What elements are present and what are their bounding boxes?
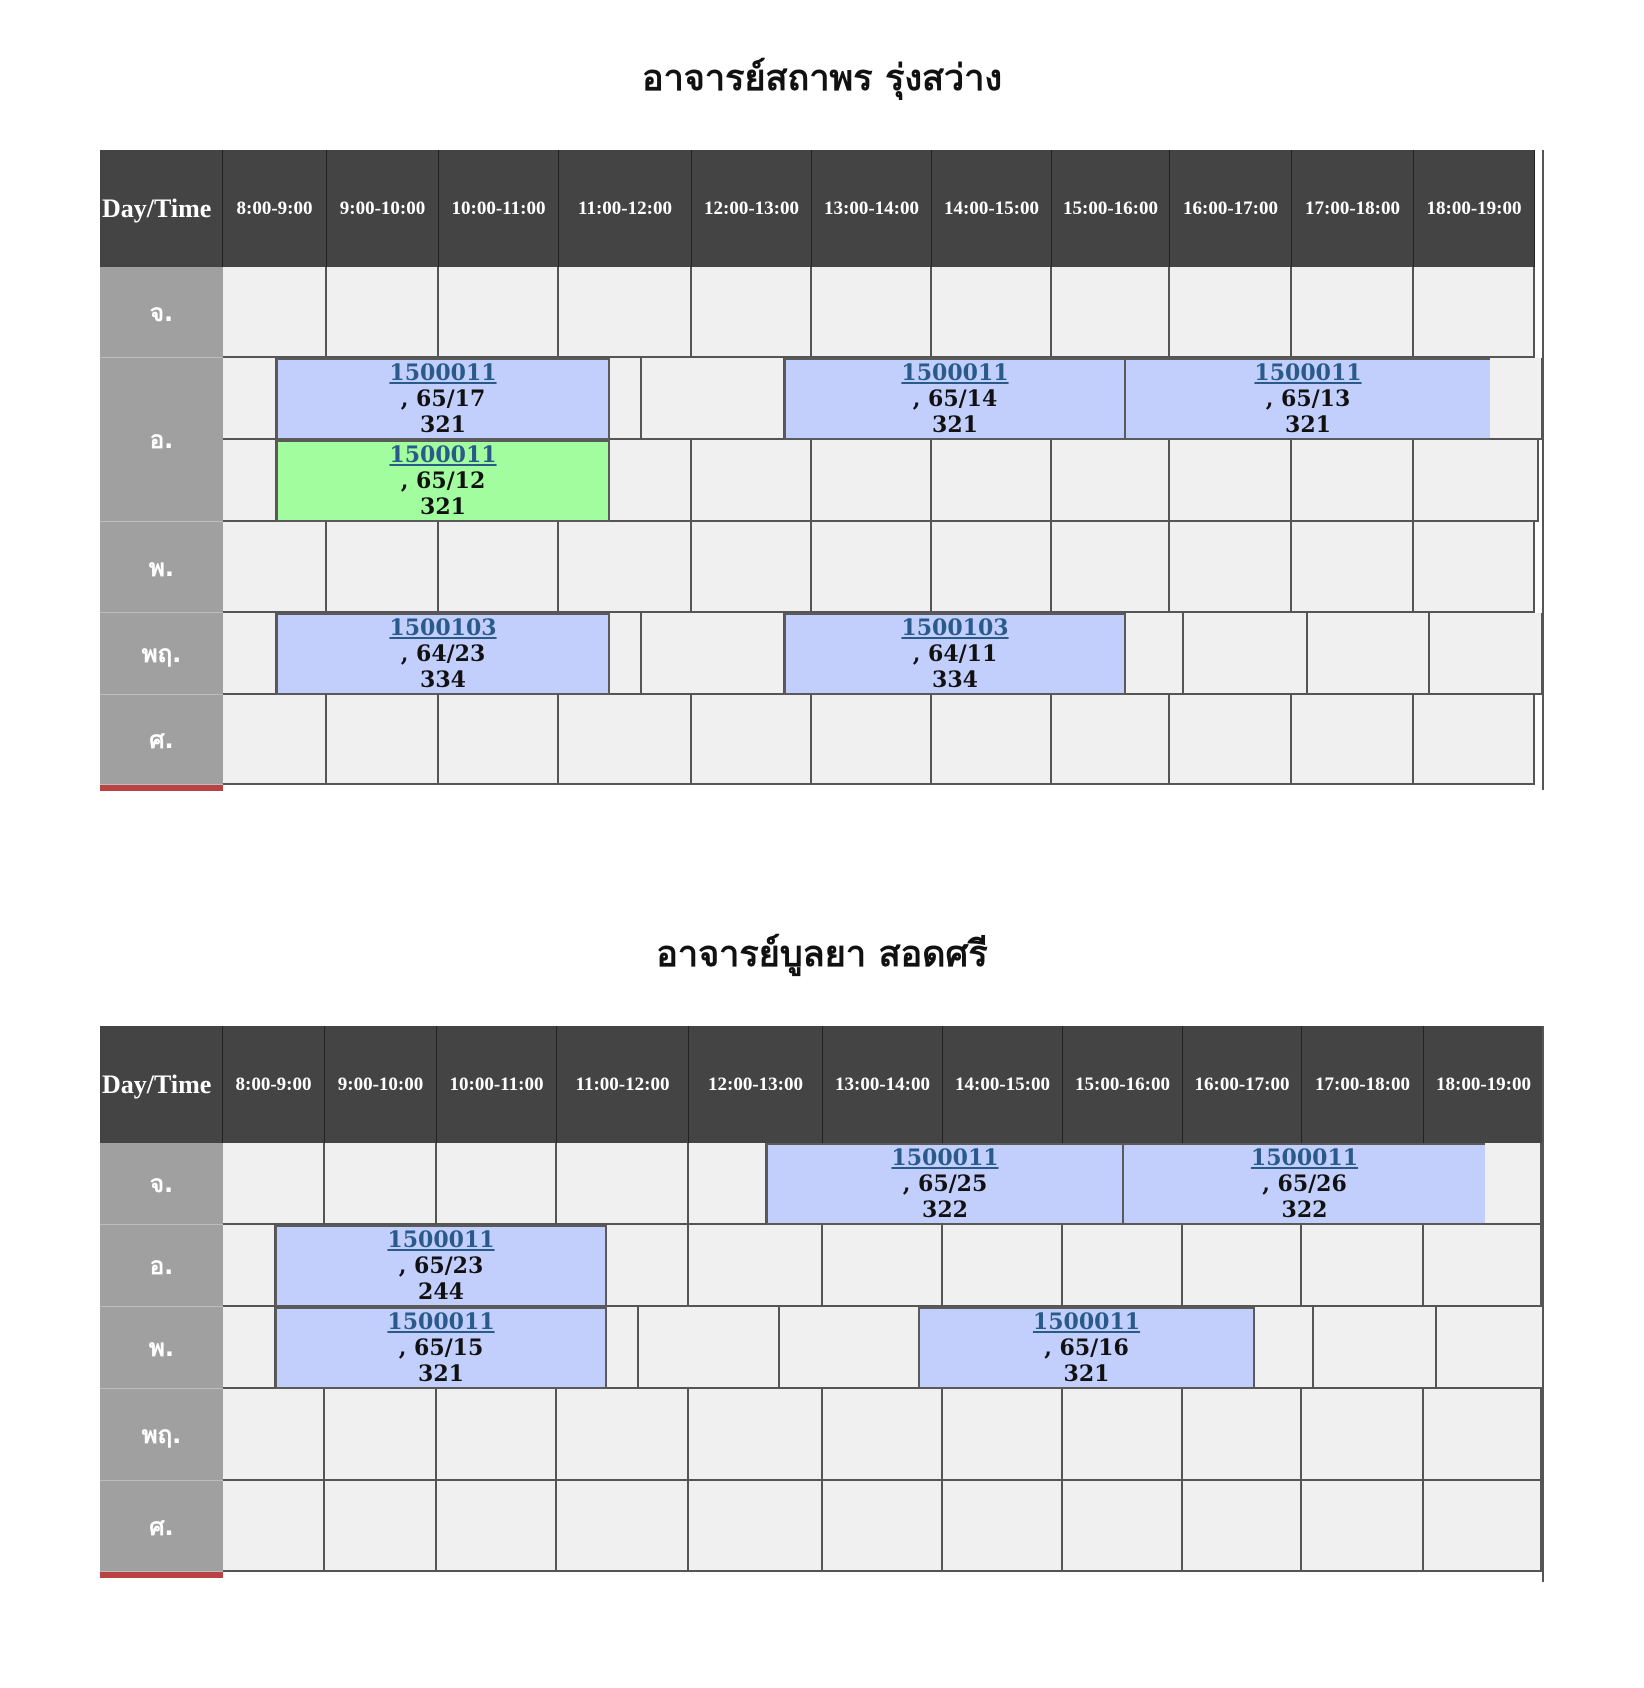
class-block[interactable] — [275, 1307, 607, 1389]
empty-slot — [223, 358, 277, 440]
empty-slot — [1490, 358, 1543, 440]
table-right-edge — [1542, 150, 1544, 790]
header-slot: 17:00-18:00 — [1302, 1026, 1424, 1143]
class-group: , 65/14 — [912, 386, 998, 412]
empty-slot — [932, 440, 1052, 522]
header-slot: 16:00-17:00 — [1183, 1026, 1302, 1143]
schedule-table — [100, 150, 1544, 790]
header-slot: 13:00-14:00 — [823, 1026, 943, 1143]
empty-slot — [557, 1143, 689, 1225]
header-slot: 11:00-12:00 — [559, 150, 692, 267]
empty-slot — [223, 613, 277, 695]
day-label: พ. — [100, 1307, 223, 1389]
class-room: 334 — [420, 667, 466, 693]
empty-slot — [610, 613, 642, 695]
empty-slot — [823, 1225, 943, 1307]
header-slot: 9:00-10:00 — [327, 150, 439, 267]
empty-slot — [223, 267, 327, 358]
empty-slot — [1126, 613, 1184, 695]
empty-slot — [692, 267, 812, 358]
empty-slot — [1292, 695, 1414, 785]
empty-slot — [1414, 440, 1539, 522]
class-block[interactable] — [276, 613, 610, 695]
course-code-link[interactable]: 1500011 — [387, 1227, 495, 1253]
class-block[interactable] — [784, 358, 1126, 440]
class-block[interactable] — [766, 1143, 1124, 1225]
next-row-edge — [100, 785, 223, 791]
empty-slot — [557, 1389, 689, 1481]
empty-slot — [327, 695, 439, 785]
empty-slot — [780, 1307, 920, 1389]
empty-slot — [812, 267, 932, 358]
empty-slot — [557, 1481, 689, 1572]
empty-slot — [439, 695, 559, 785]
empty-slot — [1183, 1481, 1302, 1572]
day-label: ศ. — [100, 1481, 223, 1572]
empty-slot — [610, 440, 692, 522]
course-code-link[interactable]: 1500011 — [1254, 360, 1362, 386]
next-row-edge — [100, 1572, 223, 1578]
empty-slot — [437, 1389, 557, 1481]
class-room: 321 — [418, 1361, 464, 1387]
empty-slot — [559, 695, 692, 785]
course-code-link[interactable]: 1500011 — [901, 360, 1009, 386]
class-group: , 65/26 — [1262, 1171, 1347, 1197]
empty-slot — [639, 1307, 780, 1389]
empty-slot — [325, 1481, 437, 1572]
empty-slot — [1183, 1389, 1302, 1481]
class-group: , 65/23 — [398, 1253, 484, 1279]
day-label: จ. — [100, 267, 223, 358]
empty-slot — [223, 1307, 276, 1389]
class-block[interactable] — [784, 613, 1126, 695]
empty-slot — [1170, 440, 1292, 522]
course-code-link[interactable]: 1500011 — [387, 1309, 495, 1335]
class-group: , 64/23 — [400, 641, 486, 667]
class-room: 322 — [922, 1197, 968, 1223]
header-slot: 10:00-11:00 — [439, 150, 559, 267]
empty-slot — [607, 1307, 639, 1389]
day-label: อ. — [100, 1225, 223, 1307]
class-group: , 64/11 — [912, 641, 998, 667]
empty-slot — [1414, 695, 1535, 785]
empty-slot — [1414, 522, 1535, 613]
header-slot: 8:00-9:00 — [223, 150, 327, 267]
class-room: 244 — [418, 1279, 464, 1305]
empty-slot — [689, 1481, 823, 1572]
header-slot: 14:00-15:00 — [943, 1026, 1063, 1143]
empty-slot — [1292, 267, 1414, 358]
schedule-table — [100, 1026, 1544, 1582]
empty-slot — [1302, 1481, 1424, 1572]
header-slot: 11:00-12:00 — [557, 1026, 689, 1143]
empty-slot — [823, 1389, 943, 1481]
empty-slot — [1170, 267, 1292, 358]
empty-slot — [1292, 440, 1414, 522]
empty-slot — [610, 358, 642, 440]
header-slot: 15:00-16:00 — [1063, 1026, 1183, 1143]
empty-slot — [1170, 695, 1292, 785]
empty-slot — [1063, 1481, 1183, 1572]
day-label: พฤ. — [100, 1389, 223, 1481]
class-room: 321 — [1063, 1361, 1110, 1387]
header-slot: 15:00-16:00 — [1052, 150, 1170, 267]
course-code-link[interactable]: 1500011 — [1250, 1145, 1359, 1171]
class-block[interactable] — [276, 358, 610, 440]
empty-slot — [932, 267, 1052, 358]
day-label: ศ. — [100, 695, 223, 785]
empty-slot — [223, 1389, 325, 1481]
empty-slot — [1255, 1307, 1314, 1389]
header-slot: 18:00-19:00 — [1424, 1026, 1544, 1143]
class-room: 321 — [420, 494, 466, 520]
class-room: 322 — [1281, 1197, 1328, 1223]
day-label: พ. — [100, 522, 223, 613]
empty-slot — [223, 695, 327, 785]
class-room: 321 — [420, 412, 466, 438]
empty-slot — [1052, 440, 1170, 522]
empty-slot — [223, 1143, 325, 1225]
class-room: 334 — [932, 667, 978, 693]
empty-slot — [932, 695, 1052, 785]
empty-slot — [1052, 695, 1170, 785]
course-code-link[interactable]: 1500011 — [891, 1145, 999, 1171]
class-group: , 65/17 — [400, 386, 486, 412]
header-slot: 8:00-9:00 — [223, 1026, 325, 1143]
empty-slot — [692, 522, 812, 613]
header-slot: 17:00-18:00 — [1292, 150, 1414, 267]
class-block[interactable] — [276, 440, 610, 522]
class-block[interactable] — [1122, 1143, 1487, 1225]
empty-slot — [437, 1143, 557, 1225]
empty-slot — [1170, 522, 1292, 613]
empty-slot — [642, 358, 785, 440]
teacher-title: อาจารย์บูลยา สอดศรี — [656, 934, 988, 975]
empty-slot — [642, 613, 785, 695]
class-group: , 65/12 — [400, 468, 486, 494]
empty-slot — [439, 522, 559, 613]
class-group: , 65/16 — [1044, 1335, 1129, 1361]
class-room: 321 — [1285, 412, 1331, 438]
empty-slot — [1063, 1225, 1183, 1307]
header-slot: 9:00-10:00 — [325, 1026, 437, 1143]
empty-slot — [1424, 1225, 1542, 1307]
empty-slot — [439, 267, 559, 358]
course-code-link[interactable]: 1500103 — [901, 615, 1009, 641]
empty-slot — [943, 1481, 1063, 1572]
empty-slot — [1430, 613, 1543, 695]
day-label: พฤ. — [100, 613, 223, 695]
table-right-edge — [1542, 1026, 1544, 1582]
empty-slot — [943, 1225, 1063, 1307]
empty-slot — [327, 267, 439, 358]
empty-slot — [943, 1389, 1063, 1481]
empty-slot — [1485, 1143, 1542, 1225]
empty-slot — [607, 1225, 689, 1307]
empty-slot — [559, 267, 692, 358]
empty-slot — [689, 1143, 767, 1225]
empty-slot — [1183, 1225, 1302, 1307]
class-group: , 65/15 — [398, 1335, 484, 1361]
empty-slot — [1292, 522, 1414, 613]
course-code-link[interactable]: 1500103 — [389, 615, 497, 641]
empty-slot — [437, 1481, 557, 1572]
empty-slot — [1302, 1225, 1424, 1307]
course-code-link[interactable]: 1500011 — [389, 442, 497, 468]
empty-slot — [1302, 1389, 1424, 1481]
empty-slot — [1063, 1389, 1183, 1481]
empty-slot — [689, 1225, 823, 1307]
header-slot: 14:00-15:00 — [932, 150, 1052, 267]
header-slot: 12:00-13:00 — [689, 1026, 823, 1143]
header-slot: 18:00-19:00 — [1414, 150, 1535, 267]
course-code-link[interactable]: 1500011 — [389, 360, 497, 386]
empty-slot — [812, 522, 932, 613]
class-block[interactable] — [918, 1307, 1255, 1389]
course-code-link[interactable]: 1500011 — [1032, 1309, 1141, 1335]
empty-slot — [812, 695, 932, 785]
empty-slot — [1314, 1307, 1437, 1389]
day-label: อ. — [100, 358, 223, 522]
empty-slot — [932, 522, 1052, 613]
empty-slot — [692, 440, 812, 522]
header-day-time: Day/Time — [100, 150, 223, 267]
empty-slot — [1184, 613, 1308, 695]
empty-slot — [325, 1143, 437, 1225]
class-room: 321 — [932, 412, 978, 438]
empty-slot — [223, 522, 327, 613]
empty-slot — [812, 440, 932, 522]
teacher-title: อาจารย์สถาพร รุ่งสว่าง — [641, 58, 1003, 99]
empty-slot — [692, 695, 812, 785]
empty-slot — [325, 1389, 437, 1481]
empty-slot — [689, 1389, 823, 1481]
header-slot: 16:00-17:00 — [1170, 150, 1292, 267]
header-day-time: Day/Time — [100, 1026, 223, 1143]
empty-slot — [223, 1481, 325, 1572]
empty-slot — [1414, 267, 1535, 358]
header-slot: 12:00-13:00 — [692, 150, 812, 267]
empty-slot — [1424, 1389, 1542, 1481]
empty-slot — [327, 522, 439, 613]
empty-slot — [1052, 267, 1170, 358]
empty-slot — [1424, 1481, 1542, 1572]
empty-slot — [823, 1481, 943, 1572]
class-block[interactable] — [1124, 358, 1492, 440]
class-block[interactable] — [275, 1225, 607, 1307]
empty-slot — [1308, 613, 1430, 695]
empty-slot — [1437, 1307, 1544, 1389]
empty-slot — [1052, 522, 1170, 613]
empty-slot — [223, 1225, 276, 1307]
class-group: , 65/13 — [1265, 386, 1351, 412]
empty-slot — [223, 440, 277, 522]
day-label: จ. — [100, 1143, 223, 1225]
empty-slot — [559, 522, 692, 613]
header-slot: 13:00-14:00 — [812, 150, 932, 267]
header-slot: 10:00-11:00 — [437, 1026, 557, 1143]
class-group: , 65/25 — [902, 1171, 988, 1197]
